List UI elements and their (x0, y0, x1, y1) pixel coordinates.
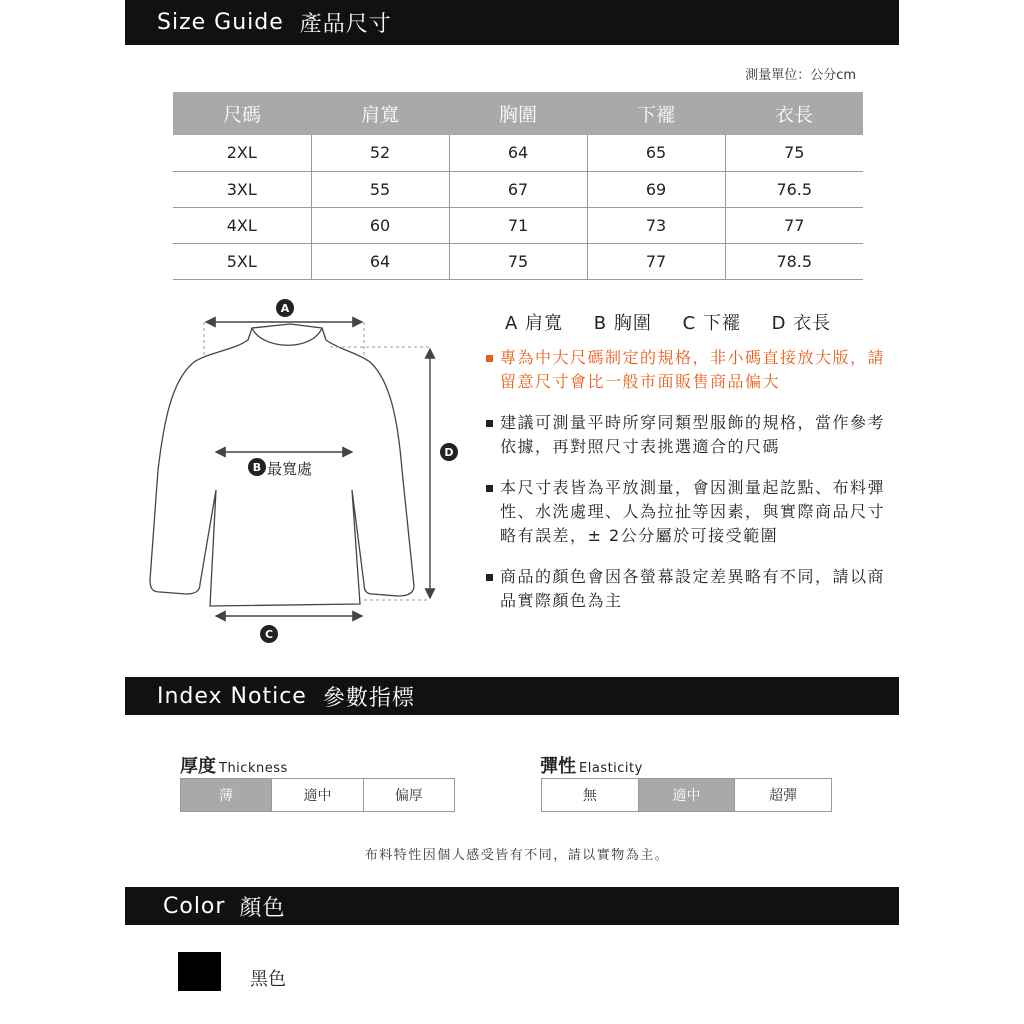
header-size: 尺碼 (173, 92, 311, 135)
table-cell: 73 (587, 207, 725, 243)
note-item: 建議可測量平時所穿同類型服飾的規格，當作參考依據，再對照尺寸表挑選適合的尺碼 (486, 411, 886, 459)
notes-list (486, 346, 886, 630)
size-guide-title-en: Size Guide (157, 10, 284, 35)
index-notice-title-zh: 參數指標 (322, 685, 415, 711)
thickness-option-thin: 薄 (181, 779, 272, 811)
measure-arrows (206, 322, 430, 616)
table-cell: 64 (449, 135, 587, 171)
table-cell: 71 (449, 207, 587, 243)
size-guide-title-zh: 產品尺寸 (299, 12, 392, 37)
thickness-label-zh: 厚度 (180, 756, 216, 777)
table-cell: 2XL (173, 135, 311, 171)
thickness-label-en: Thickness (219, 761, 288, 776)
thickness-title (180, 752, 288, 778)
legend-d: D 衣長 (771, 313, 832, 334)
header-length: 衣長 (725, 92, 863, 135)
note-item: 專為中大尺碼制定的規格，非小碼直接放大版，請留意尺寸會比一般市面販售商品偏大 (486, 346, 886, 394)
fabric-footnote: 布料特性因個人感受皆有不同，請以實物為主。 (364, 848, 670, 863)
color-swatch-label: 黑色 (250, 969, 286, 990)
table-cell: 69 (587, 171, 725, 207)
table-cell: 64 (311, 243, 449, 279)
thickness-option-thick: 偏厚 (394, 788, 423, 804)
legend-a: A 肩寬 (505, 313, 564, 334)
thickness-option-medium: 適中 (272, 779, 363, 811)
color-swatch-black (178, 952, 221, 991)
table-cell: 4XL (173, 207, 311, 243)
guide-lines (204, 322, 430, 600)
header-hem: 下襬 (587, 92, 725, 135)
color-title-en: Color (163, 893, 226, 919)
elasticity-option-none: 無 (542, 779, 639, 811)
table-cell: 77 (587, 243, 725, 279)
elasticity-option-super: 超彈 (769, 788, 798, 804)
table-cell: 67 (449, 171, 587, 207)
marker-c: C (260, 625, 278, 643)
table-cell: 60 (311, 207, 449, 243)
widest-label: 最寬處 (267, 460, 313, 478)
legend-b: B 胸圍 (593, 313, 652, 334)
table-cell: 76.5 (725, 171, 863, 207)
table-cell: 77 (725, 207, 863, 243)
table-cell: 55 (311, 171, 449, 207)
thickness-scale (180, 778, 455, 812)
table-cell: 3XL (173, 171, 311, 207)
table-cell: 75 (725, 135, 863, 171)
legend-c: C 下襬 (682, 313, 741, 334)
elasticity-title (540, 752, 643, 778)
table-cell: 78.5 (725, 243, 863, 279)
header-shoulder: 肩寬 (311, 92, 449, 135)
measurement-legend (505, 309, 831, 335)
index-notice-banner (125, 677, 899, 715)
elasticity-label-zh: 彈性 (540, 756, 576, 777)
color-banner (125, 887, 899, 925)
elasticity-scale (541, 778, 832, 812)
table-cell: 65 (587, 135, 725, 171)
table-cell: 75 (449, 243, 587, 279)
elasticity-option-medium: 適中 (639, 779, 736, 811)
unit-label: 測量單位：公分cm (745, 68, 856, 83)
index-notice-title-en: Index Notice (157, 683, 307, 709)
table-cell: 52 (311, 135, 449, 171)
table-cell: 5XL (173, 243, 311, 279)
elasticity-label-en: Elasticity (579, 761, 643, 776)
color-title-zh: 顏色 (239, 895, 286, 921)
header-chest: 胸圍 (449, 92, 587, 135)
note-item: 本尺寸表皆為平放測量，會因測量起訖點、布料彈性、水洗處理、人為拉扯等因素，與實際商品尺寸略有誤差，± 2公分屬於可接受範圍 (486, 476, 886, 548)
marker-a: A (276, 299, 294, 317)
marker-d: D (440, 443, 458, 461)
note-item: 商品的顏色會因各螢幕設定差異略有不同，請以商品實際顏色為主 (486, 565, 886, 613)
marker-b: B (248, 458, 266, 476)
